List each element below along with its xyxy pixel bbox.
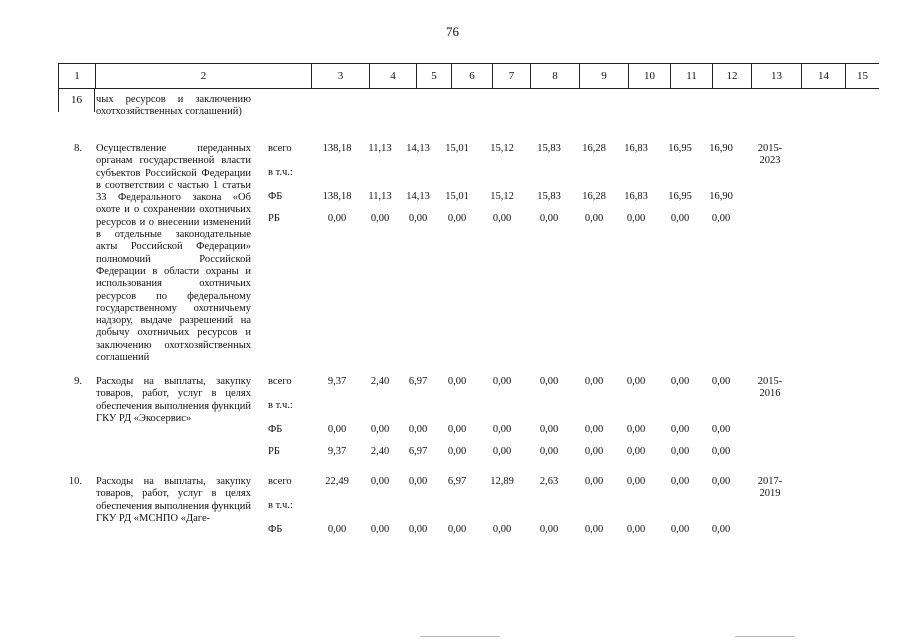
value-cell: 0,00 [711, 213, 731, 224]
header-cell: 16 [58, 88, 95, 112]
value-cell: 0,00 [584, 213, 604, 224]
value-cell: 0,00 [670, 446, 690, 457]
value-cell: 0,00 [447, 424, 467, 435]
value-cell: 0,00 [584, 476, 604, 487]
value-cell: 0,00 [584, 446, 604, 457]
row-description: Осуществление переданных органам государственной власти субъектов Российской Федерации в соответствии с частью 1 статьи 33 Федерального закона «Об охоте и о сохранении охотничьих ресурсов и о внесении изменений в отдельные законодательные акты Российской Федерации» полномочий Российской Федерации в области охраны и использования охотничьих ресурсов по федеральному государственному охотничьему надзору, выдаче разрешений на добычу охотничьих ресурсов и заключению охотхозяйственных соглашений [96, 143, 251, 364]
row-number: 8. [74, 143, 82, 154]
value-cell: 0,00 [711, 376, 731, 387]
value-cell: 16,28 [582, 143, 606, 154]
row-number: 10. [68, 476, 82, 487]
finance-source-label: РБ [268, 446, 280, 457]
finance-source-label: в т.ч.: [268, 500, 293, 511]
value-cell: 15,12 [490, 143, 514, 154]
value-cell: 0,00 [408, 213, 428, 224]
value-cell: 15,01 [445, 143, 469, 154]
value-cell: 0,00 [539, 524, 559, 535]
value-cell: 16,95 [668, 143, 692, 154]
value-cell: 0,00 [370, 476, 390, 487]
header-cell: 15 [845, 64, 879, 88]
finance-source-label: РБ [268, 213, 280, 224]
value-cell: 0,00 [447, 213, 467, 224]
value-cell: 9,37 [327, 376, 347, 387]
value-cell: 0,00 [626, 213, 646, 224]
value-cell: 12,89 [490, 476, 514, 487]
value-cell: 0,00 [370, 524, 390, 535]
value-cell: 0,00 [626, 376, 646, 387]
value-cell: 0,00 [670, 476, 690, 487]
value-cell: 138,18 [322, 143, 352, 154]
value-cell: 16,90 [709, 143, 733, 154]
value-cell: 0,00 [327, 524, 347, 535]
value-cell: 14,13 [406, 191, 430, 202]
page-number: 76 [446, 24, 459, 39]
value-cell: 2,63 [539, 476, 559, 487]
row-period: 2017-2019 [757, 476, 783, 500]
row-number: 9. [74, 376, 82, 387]
value-cell: 0,00 [492, 424, 512, 435]
scan-artifact [735, 636, 795, 637]
header-cell: 8 [530, 64, 579, 88]
value-cell: 16,83 [624, 143, 648, 154]
value-cell: 0,00 [539, 213, 559, 224]
header-cell: 12 [712, 64, 751, 88]
finance-source-label: ФБ [268, 524, 283, 535]
value-cell: 0,00 [408, 524, 428, 535]
value-cell: 9,37 [327, 446, 347, 457]
value-cell: 0,00 [626, 476, 646, 487]
value-cell: 0,00 [539, 446, 559, 457]
row-period: 2015-2023 [757, 143, 783, 167]
value-cell: 16,90 [709, 191, 733, 202]
value-cell: 0,00 [584, 524, 604, 535]
value-cell: 15,83 [537, 143, 561, 154]
finance-source-label: в т.ч.: [268, 400, 293, 411]
value-cell: 0,00 [711, 524, 731, 535]
header-cell: 3 [311, 64, 369, 88]
value-cell: 0,00 [711, 424, 731, 435]
value-cell: 11,13 [368, 191, 392, 202]
value-cell: 0,00 [492, 213, 512, 224]
value-cell: 0,00 [492, 376, 512, 387]
value-cell: 0,00 [539, 424, 559, 435]
value-cell: 0,00 [492, 524, 512, 535]
finance-source-label: всего [268, 376, 292, 387]
header-cell: 14 [801, 64, 845, 88]
value-cell: 0,00 [408, 476, 428, 487]
value-cell: 6,97 [408, 446, 428, 457]
value-cell: 0,00 [370, 213, 390, 224]
value-cell: 0,00 [626, 524, 646, 535]
value-cell: 14,13 [406, 143, 430, 154]
value-cell: 16,95 [668, 191, 692, 202]
scan-artifact [420, 636, 500, 637]
value-cell: 22,49 [325, 476, 349, 487]
value-cell: 0,00 [447, 376, 467, 387]
value-cell: 0,00 [408, 424, 428, 435]
row-period: 2015-2016 [757, 376, 783, 400]
value-cell: 16,83 [624, 191, 648, 202]
finance-source-label: всего [268, 143, 292, 154]
value-cell: 2,40 [370, 376, 390, 387]
finance-source-label: ФБ [268, 424, 283, 435]
value-cell: 0,00 [327, 424, 347, 435]
row-description: Расходы на выплаты, закупку товаров, работ, услуг в целях обеспечения выполнения функций ГКУ РД «МСНПО «Даге- [96, 476, 252, 524]
finance-source-label: всего [268, 476, 292, 487]
value-cell: 6,97 [408, 376, 428, 387]
value-cell: 0,00 [447, 524, 467, 535]
value-cell: 138,18 [322, 191, 352, 202]
value-cell: 0,00 [626, 424, 646, 435]
value-cell: 0,00 [670, 213, 690, 224]
continuation-text: чых ресурсов и заключению охотхозяйственных соглашений) [96, 94, 251, 118]
value-cell: 0,00 [539, 376, 559, 387]
header-cell: 2 [95, 64, 311, 88]
value-cell: 15,01 [445, 191, 469, 202]
row-description: Расходы на выплаты, закупку товаров, работ, услуг в целях обеспечения выполнения функций ГКУ РД «Экосервис» [96, 376, 252, 424]
header-cell: 7 [492, 64, 530, 88]
value-cell: 2,40 [370, 446, 390, 457]
value-cell: 11,13 [368, 143, 392, 154]
value-cell: 0,00 [711, 446, 731, 457]
value-cell: 0,00 [626, 446, 646, 457]
header-cell: 6 [451, 64, 492, 88]
finance-source-label: в т.ч.: [268, 167, 293, 178]
header-cell: 11 [670, 64, 712, 88]
header-cell: 13 [751, 64, 801, 88]
value-cell: 0,00 [670, 376, 690, 387]
value-cell: 0,00 [492, 446, 512, 457]
value-cell: 0,00 [327, 213, 347, 224]
value-cell: 6,97 [447, 476, 467, 487]
value-cell: 0,00 [711, 476, 731, 487]
header-cell: 10 [628, 64, 670, 88]
header-cell: 4 [369, 64, 416, 88]
header-cell: 9 [579, 64, 628, 88]
value-cell: 0,00 [670, 424, 690, 435]
value-cell: 0,00 [584, 424, 604, 435]
finance-source-label: ФБ [268, 191, 283, 202]
value-cell: 0,00 [584, 376, 604, 387]
value-cell: 0,00 [370, 424, 390, 435]
value-cell: 15,83 [537, 191, 561, 202]
value-cell: 16,28 [582, 191, 606, 202]
value-cell: 0,00 [447, 446, 467, 457]
value-cell: 0,00 [670, 524, 690, 535]
header-cell: 5 [416, 64, 451, 88]
header-cell: 1 [58, 64, 95, 88]
value-cell: 15,12 [490, 191, 514, 202]
